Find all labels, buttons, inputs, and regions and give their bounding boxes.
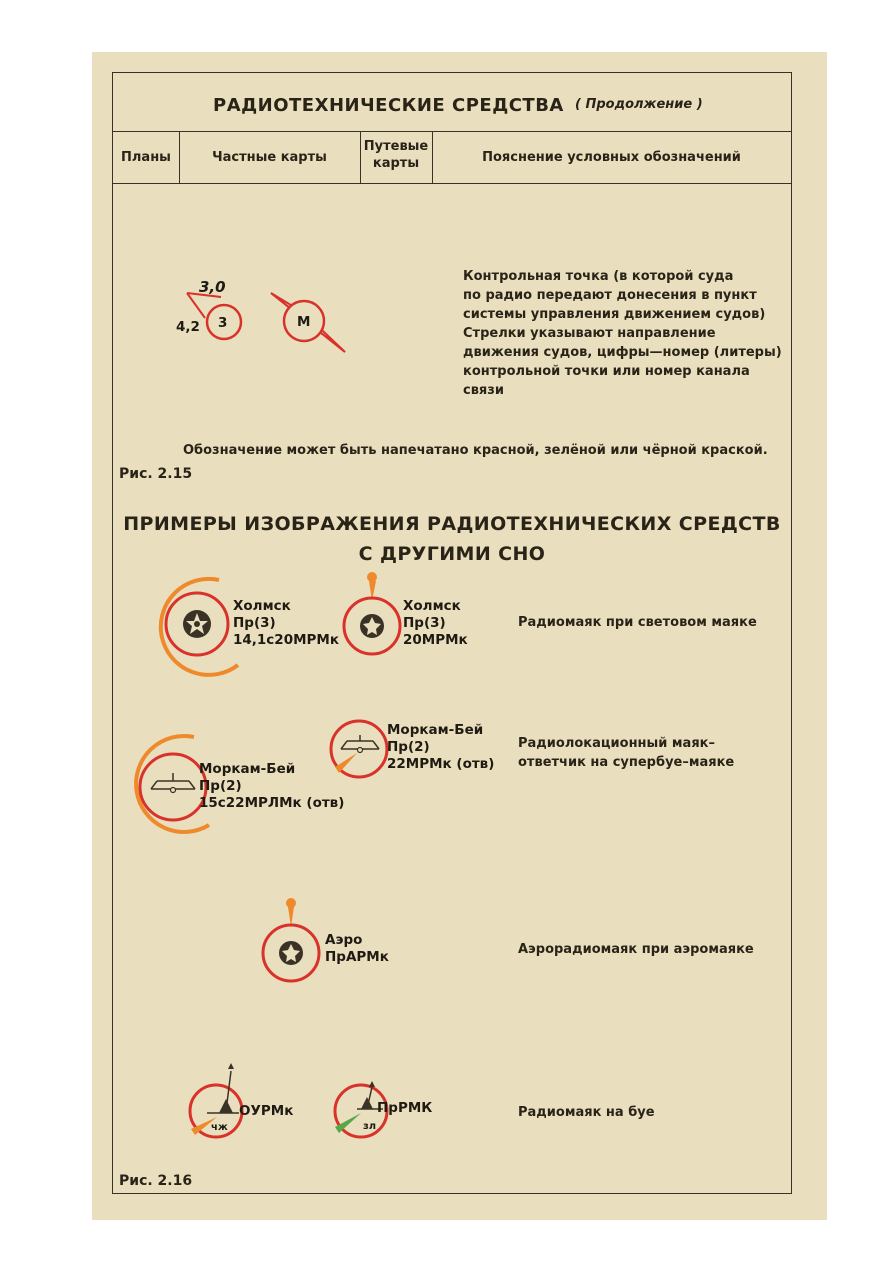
row2-description: [518, 734, 734, 772]
label-line: Моркам-Бей: [199, 761, 296, 777]
light-label-left: [233, 598, 339, 649]
label-line: ПрАРМк: [325, 949, 389, 965]
light-label-right: [403, 598, 468, 649]
label-line: Пр(2): [387, 739, 430, 755]
control-point-letter: М: [297, 314, 311, 330]
label-line: 22МРМк (отв): [387, 756, 495, 772]
atlas-page: [92, 52, 827, 1220]
row4-description: Радиомаяк на буе: [518, 1105, 655, 1120]
column-route-maps-line: карты: [372, 156, 420, 171]
buoy-label-left: ОУРМк: [239, 1103, 294, 1119]
description-line: Стрелки указывают направление: [463, 326, 716, 341]
buoy-mark-left: чж: [211, 1122, 228, 1133]
section-title: РАДИОТЕХНИЧЕСКИЕ СРЕДСТВА: [213, 95, 564, 116]
racon-label-upper: [387, 722, 494, 773]
row1-description: Радиомаяк при световом маяке: [518, 615, 757, 630]
buoy-label-right: ПрРМК: [377, 1100, 433, 1116]
control-point-number-left: 4,2: [176, 319, 200, 335]
aero-label: [325, 932, 389, 966]
description-line: Контрольная точка (в которой суда: [463, 269, 734, 284]
column-explanation: Пояснение условных обозначений: [482, 150, 741, 165]
examples-title-line: С ДРУГИМИ СНО: [358, 543, 546, 565]
color-note: Обозначение может быть напечатано красной, зелёной или чёрной краской.: [183, 443, 768, 458]
aero-radiobeacon-symbol: [263, 898, 319, 981]
figure-caption-216: Рис. 2.16: [119, 1173, 193, 1189]
description-line: движения судов, цифры—номер (литеры): [463, 345, 782, 360]
description-line: связи: [463, 383, 504, 398]
label-line: Моркам-Бей: [387, 722, 484, 738]
light-radiobeacon-symbol-left: [161, 579, 238, 675]
label-line: 14,1с20МРМк: [233, 632, 340, 648]
figure-caption-215: Рис. 2.15: [119, 466, 193, 482]
description-line: ответчик на супербуе–маяке: [518, 755, 735, 770]
description-line: системы управления движением судов): [463, 307, 766, 322]
label-line: Пр(3): [403, 615, 446, 631]
column-plans: Планы: [121, 150, 171, 165]
label-line: 15с22МРЛМк (отв): [199, 795, 345, 811]
label-line: Холмск: [233, 598, 291, 614]
label-line: Пр(2): [199, 778, 242, 794]
label-line: Пр(3): [233, 615, 276, 631]
label-line: Аэро: [325, 932, 363, 948]
section-continuation: ( Продолжение ): [575, 97, 703, 112]
racon-label-lower: [199, 761, 344, 812]
description-line: Радиолокационный маяк–: [518, 736, 715, 751]
control-point-number-center: 3: [218, 315, 228, 331]
column-particular-maps: Частные карты: [212, 150, 327, 165]
light-radiobeacon-symbol-right: [344, 572, 400, 654]
label-line: 20МРМк: [403, 632, 468, 648]
column-route-maps-line: Путевые: [363, 139, 429, 154]
examples-title-line: ПРИМЕРЫ ИЗОБРАЖЕНИЯ РАДИОТЕХНИЧЕСКИХ СРЕДСТВ: [123, 513, 781, 535]
buoy-mark-right: зл: [363, 1121, 377, 1132]
control-point-number-top: 3,0: [199, 278, 226, 296]
label-line: Холмск: [403, 598, 461, 614]
description-line: по радио передают донесения в пункт: [463, 288, 757, 303]
description-line: контрольной точки или номер канала: [463, 364, 750, 379]
page-frame: [112, 72, 792, 1194]
row3-description: Аэрорадиомаяк при аэромаяке: [518, 942, 754, 957]
